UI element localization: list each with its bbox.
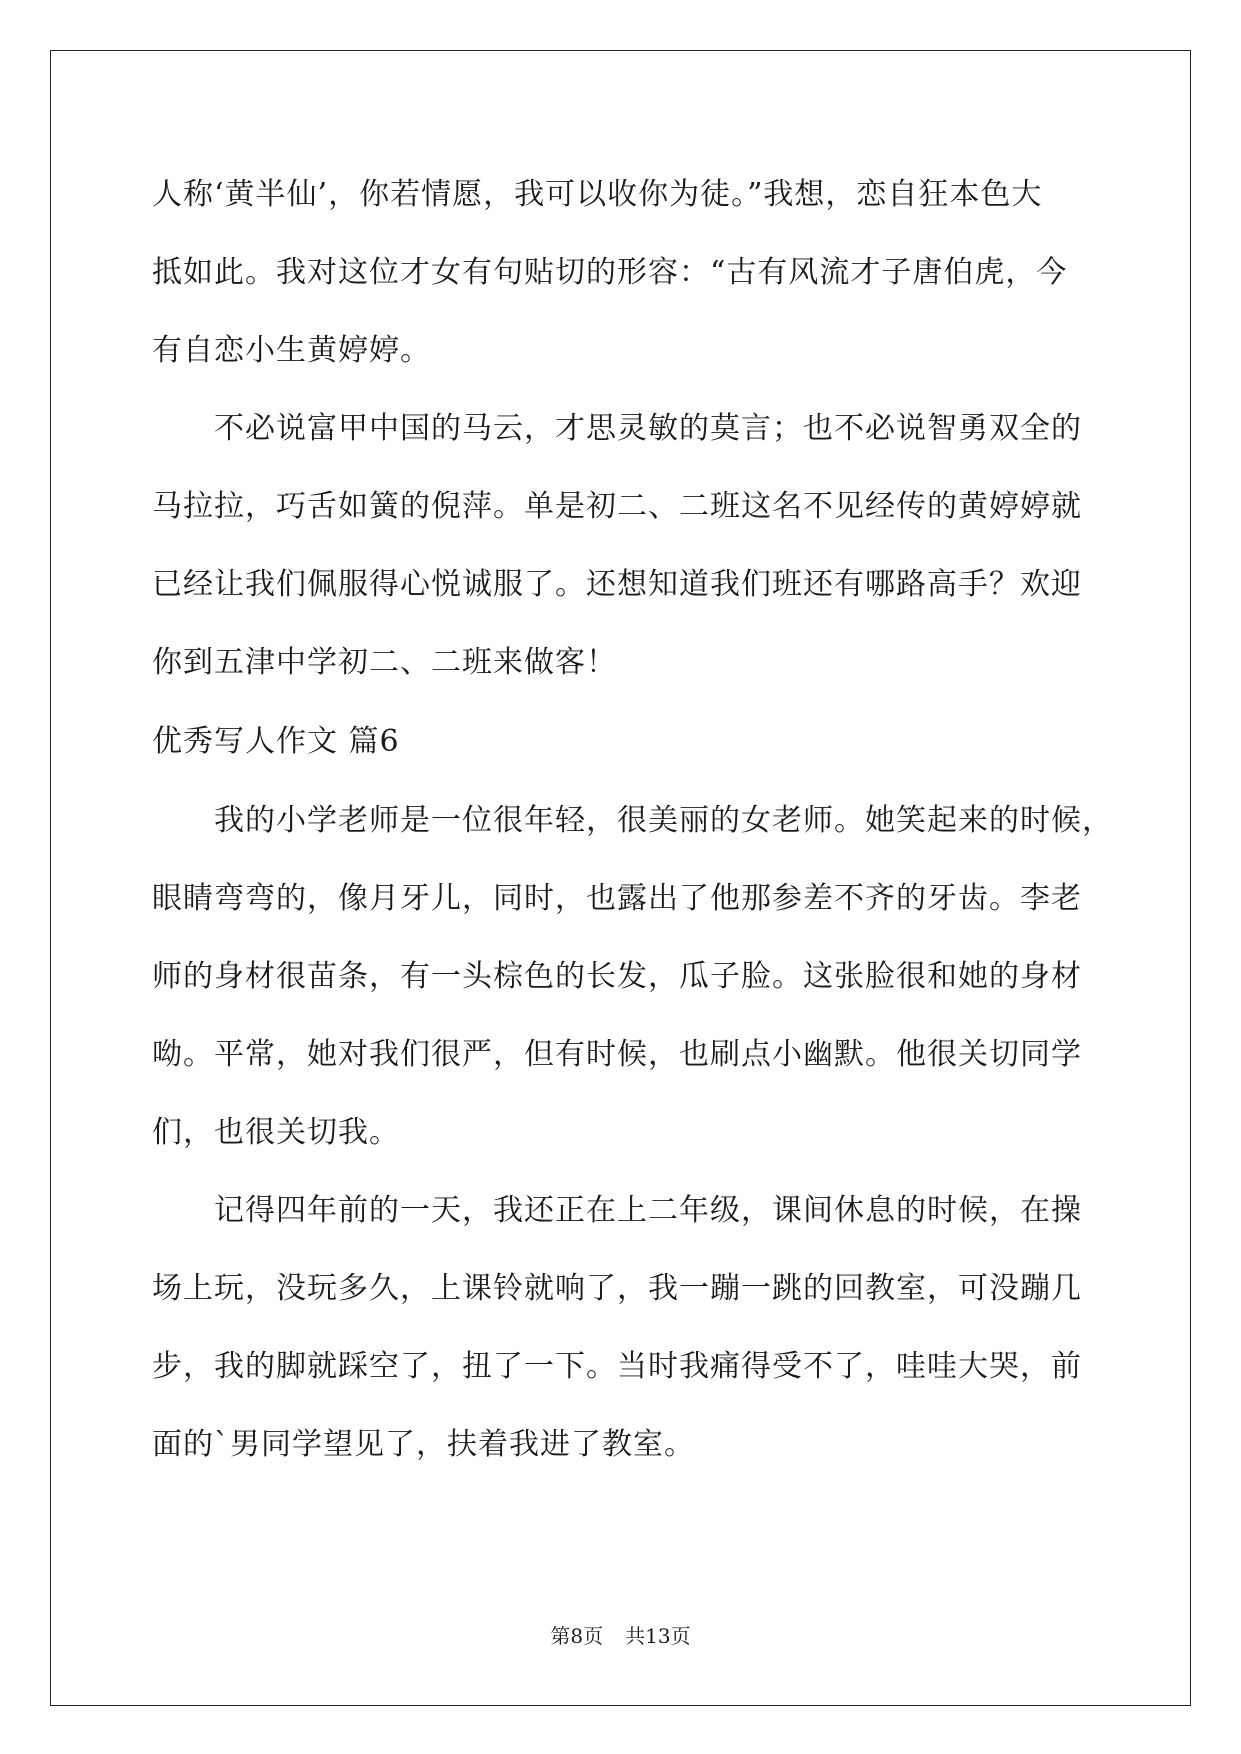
text-line: 步，我的脚就踩空了，扭了一下。当时我痛得受不了，哇哇大哭，前: [152, 1349, 1082, 1384]
document-body: [152, 156, 1113, 1484]
page-number: 第8页: [550, 1624, 604, 1648]
text-line: 呦。平常，她对我们很严，但有时候，也刷点小幽默。他很关切同学: [152, 1037, 1082, 1072]
text-line: 已经让我们佩服得心悦诚服了。还想知道我们班还有哪路高手？欢迎: [152, 567, 1082, 602]
text-line: 人称‘黄半仙’，你若情愿，我可以收你为徒。”我想，恋自狂本色大: [152, 177, 1043, 212]
text-line: 你到五津中学初二、二班来做客！: [152, 645, 617, 680]
text-line: 眼睛弯弯的，像月牙儿，同时，也露出了他那参差不齐的牙齿。李老: [152, 881, 1082, 916]
text-line: 抵如此。我对这位才女有句贴切的形容：“古有风流才子唐伯虎，今: [152, 255, 1068, 290]
text-line: 师的身材很苗条，有一头棕色的长发，瓜子脸。这张脸很和她的身材: [152, 959, 1082, 994]
text-line: 面的`男同学望见了，扶着我进了教室。: [152, 1427, 695, 1462]
text-line: 场上玩，没玩多久，上课铃就响了，我一蹦一跳的回教室，可没蹦几: [152, 1271, 1082, 1306]
page-total: 共13页: [625, 1624, 691, 1648]
text-line: 马拉拉，巧舌如簧的倪萍。单是初二、二班这名不见经传的黄婷婷就: [152, 489, 1082, 524]
section-heading: 优秀写人作文 篇6: [152, 724, 400, 759]
paragraph-start-line: 记得四年前的一天，我还正在上二年级，课间休息的时候，在操: [214, 1193, 1082, 1228]
paragraph-start-line: 我的小学老师是一位很年轻，很美丽的女老师。她笑起来的时候，: [214, 803, 1113, 838]
text-line: 们，也很关切我。: [152, 1115, 400, 1150]
text-line: 有自恋小生黄婷婷。: [152, 333, 431, 368]
page-footer: [0, 1622, 1241, 1650]
paragraph-start-line: 不必说富甲中国的马云，才思灵敏的莫言；也不必说智勇双全的: [214, 411, 1082, 446]
